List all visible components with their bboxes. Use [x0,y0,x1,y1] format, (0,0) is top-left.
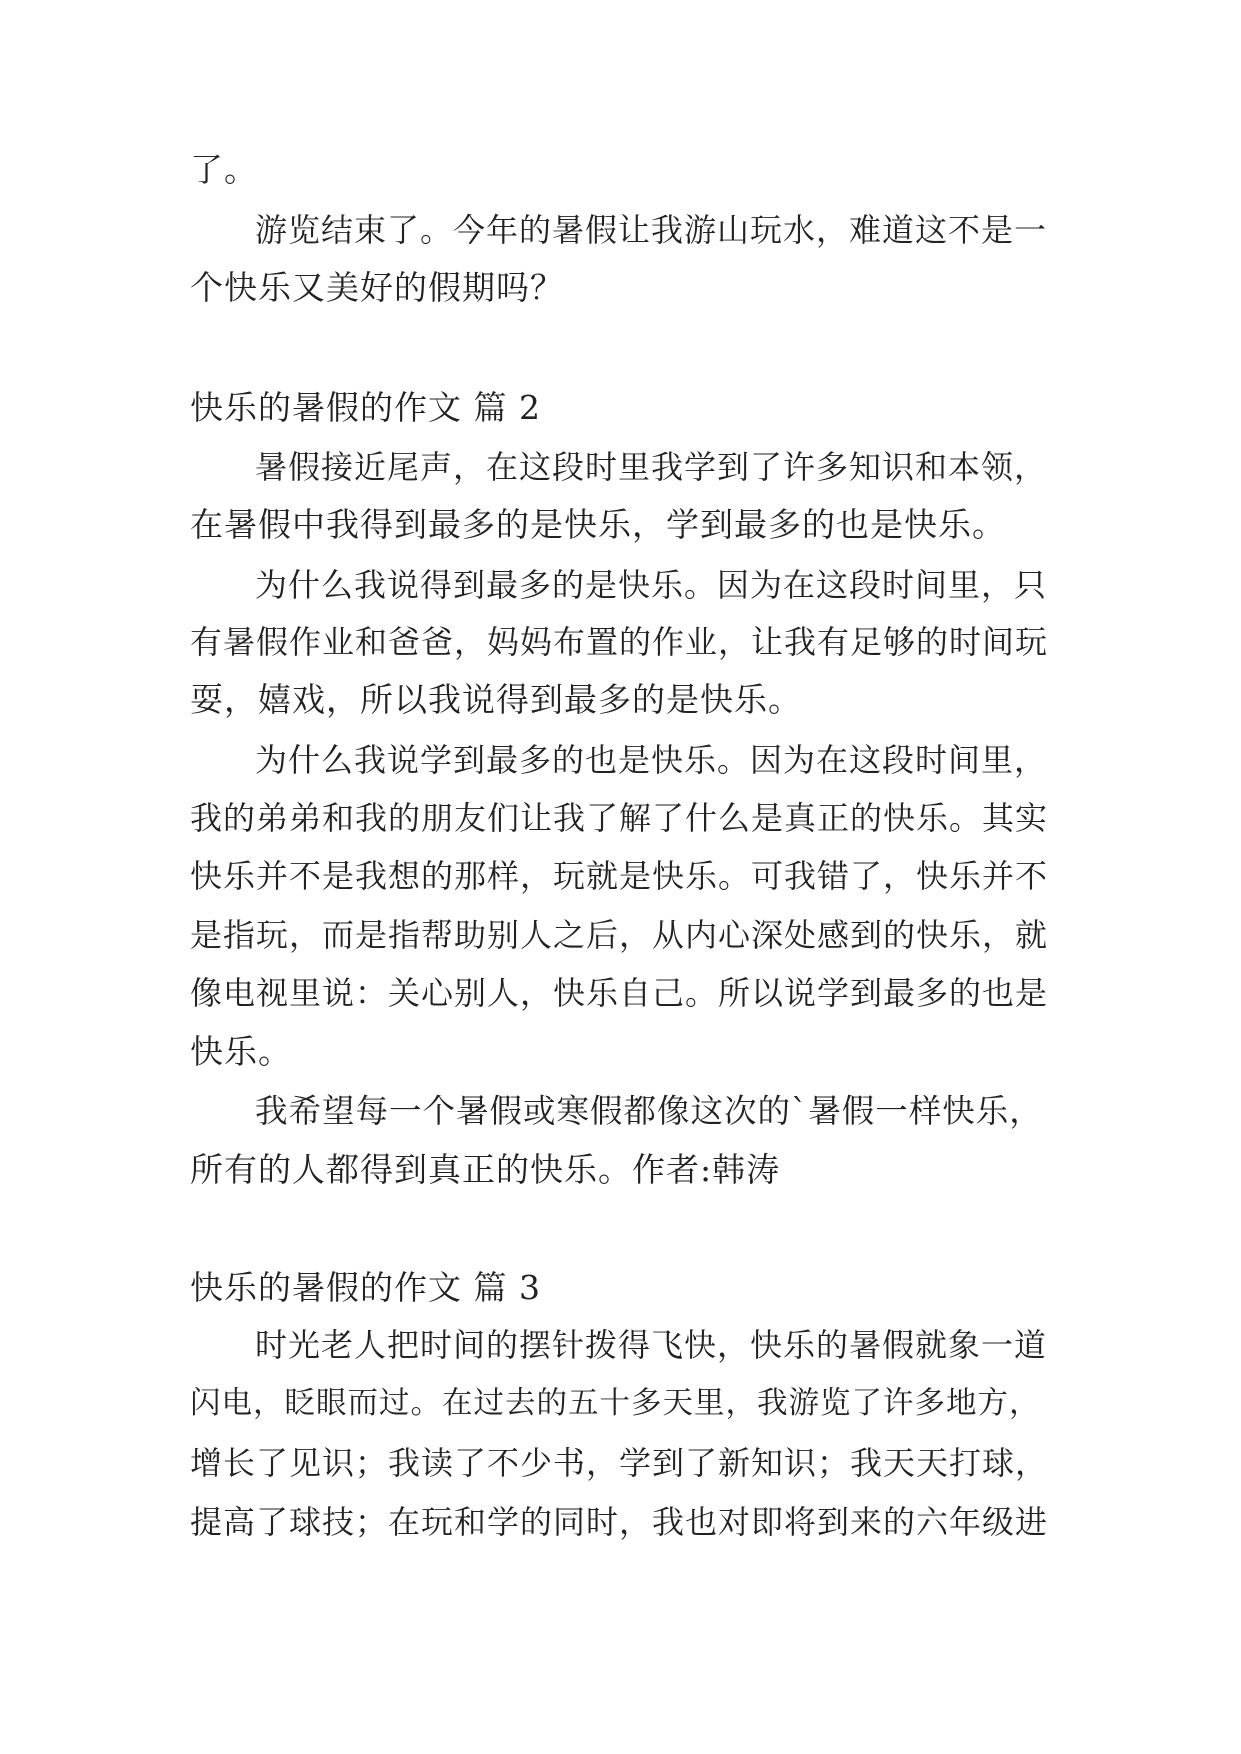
paragraph-line: 耍，嬉戏，所以我说得到最多的是快乐。 [190,680,802,719]
paragraph-line: 所有的人都得到真正的快乐。作者:韩涛 [190,1150,781,1189]
paragraph-line: 增长了见识；我读了不少书，学到了新知识；我天天打球， [190,1444,1049,1482]
paragraph-line: 快乐。 [190,1032,292,1071]
paragraph-line: 暑假接近尾声，在这段时里我学到了许多知识和本领， [255,448,1048,486]
paragraph-line: 提高了球技；在玩和学的同时，我也对即将到来的六年级进 [190,1503,1049,1541]
paragraph-line: 有暑假作业和爸爸，妈妈布置的作业，让我有足够的时间玩 [190,623,1049,661]
paragraph-line: 时光老人把时间的摆针拨得飞快，快乐的暑假就象一道 [255,1326,1048,1364]
paragraph-line: 闪电，眨眼而过。在过去的五十多天里，我游览了许多地方， [190,1386,1041,1421]
paragraph-line: 我的弟弟和我的朋友们让我了解了什么是真正的快乐。其实 [190,799,1049,837]
paragraph-line: 我希望每一个暑假或寒假都像这次的`暑假一样快乐， [255,1092,1043,1130]
paragraph-line: 了。 [190,150,258,189]
paragraph-line: 像电视里说：关心别人，快乐自己。所以说学到最多的也是 [190,974,1049,1012]
section-heading: 快乐的暑假的作文 篇 3 [190,1268,541,1307]
paragraph-line: 游览结束了。今年的暑假让我游山玩水，难道这不是一 [255,211,1048,249]
paragraph-line: 为什么我说得到最多的是快乐。因为在这段时间里，只 [255,566,1048,604]
paragraph-line: 个快乐又美好的假期吗？ [190,268,564,307]
section-heading: 快乐的暑假的作文 篇 2 [190,388,541,427]
paragraph-line: 是指玩，而是指帮助别人之后，从内心深处感到的快乐，就 [190,916,1049,954]
paragraph-line: 快乐并不是我想的那样，玩就是快乐。可我错了，快乐并不 [190,857,1049,895]
paragraph-line: 在暑假中我得到最多的是快乐，学到最多的也是快乐。 [190,505,1006,544]
paragraph-line: 为什么我说学到最多的也是快乐。因为在这段时间里， [255,741,1048,779]
